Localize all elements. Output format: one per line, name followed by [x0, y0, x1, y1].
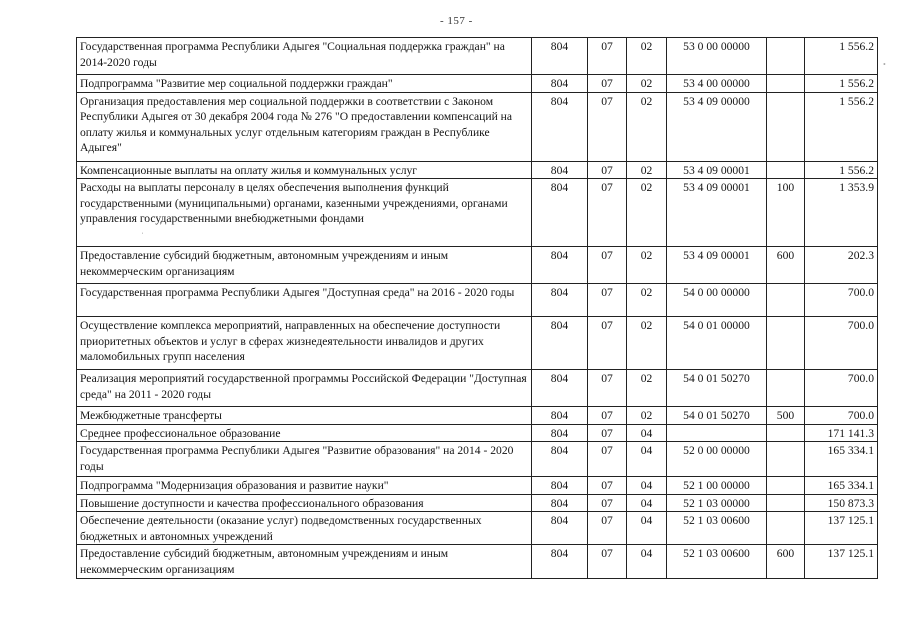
amount-cell: 165 334.1: [805, 442, 878, 477]
row-name-cell: Межбюджетные трансферты: [77, 407, 532, 425]
ved-code-cell: 804: [532, 92, 588, 161]
table-row: [77, 92, 878, 161]
ved-code-cell: 804: [532, 75, 588, 93]
target-article-cell: 54 0 01 50270: [667, 407, 767, 425]
target-article-cell: 52 1 03 00600: [667, 512, 767, 545]
amount-cell: 700.0: [805, 407, 878, 425]
table-row: [77, 477, 878, 495]
ved-code-cell: 804: [532, 370, 588, 407]
table-row: [77, 407, 878, 425]
table-row: [77, 247, 878, 284]
target-article-cell: 52 1 03 00600: [667, 545, 767, 579]
ved-code-cell: 804: [532, 477, 588, 495]
table-row: [77, 38, 878, 75]
subsection-code-cell: 04: [627, 494, 667, 512]
row-name-cell: Повышение доступности и качества профессионального образования: [77, 494, 532, 512]
table-row: [77, 494, 878, 512]
expense-type-cell: 600: [767, 545, 805, 579]
subsection-code-cell: 04: [627, 477, 667, 495]
target-article-cell: 54 0 01 00000: [667, 317, 767, 370]
page-number: - 157 -: [440, 15, 473, 27]
ved-code-cell: 804: [532, 284, 588, 317]
section-code-cell: 07: [588, 442, 627, 477]
section-code-cell: 07: [588, 424, 627, 442]
target-article-cell: 53 0 00 00000: [667, 38, 767, 75]
ved-code-cell: 804: [532, 317, 588, 370]
section-code-cell: 07: [588, 407, 627, 425]
subsection-code-cell: 04: [627, 512, 667, 545]
table-row: [77, 370, 878, 407]
amount-cell: 700.0: [805, 317, 878, 370]
subsection-code-cell: 02: [627, 407, 667, 425]
amount-cell: 1 556.2: [805, 38, 878, 75]
table-row: [77, 284, 878, 317]
row-name-cell: Обеспечение деятельности (оказание услуг) подведомственных государственных бюджетных и автономных учреждений: [77, 512, 532, 545]
expense-type-cell: [767, 512, 805, 545]
section-code-cell: 07: [588, 75, 627, 93]
amount-cell: 137 125.1: [805, 545, 878, 579]
expense-type-cell: [767, 370, 805, 407]
amount-cell: 1 556.2: [805, 75, 878, 93]
section-code-cell: 07: [588, 512, 627, 545]
target-article-cell: 52 0 00 00000: [667, 442, 767, 477]
row-name-cell: Предоставление субсидий бюджетным, автономным учреждениям и иным некоммерческим организациям: [77, 545, 532, 579]
expense-type-cell: [767, 75, 805, 93]
ved-code-cell: 804: [532, 512, 588, 545]
expense-type-cell: [767, 161, 805, 179]
expense-type-cell: [767, 494, 805, 512]
subsection-code-cell: 02: [627, 38, 667, 75]
section-code-cell: 07: [588, 370, 627, 407]
section-code-cell: 07: [588, 284, 627, 317]
row-name-cell: Среднее профессиональное образование: [77, 424, 532, 442]
subsection-code-cell: 04: [627, 545, 667, 579]
scan-edge-mark: •: [883, 60, 886, 69]
section-code-cell: 07: [588, 247, 627, 284]
target-article-cell: 53 4 09 00001: [667, 179, 767, 247]
row-name-cell: Реализация мероприятий государственной программы Российской Федерации "Доступная среда" на 2011 - 2020 годы: [77, 370, 532, 407]
subsection-code-cell: 02: [627, 161, 667, 179]
scan-artifact: ˈ: [141, 231, 144, 241]
expense-type-cell: [767, 424, 805, 442]
table-row: [77, 161, 878, 179]
subsection-code-cell: 04: [627, 424, 667, 442]
subsection-code-cell: 02: [627, 92, 667, 161]
ved-code-cell: 804: [532, 494, 588, 512]
expense-type-cell: [767, 284, 805, 317]
row-name-cell: Организация предоставления мер социальной поддержки в соответствии с Законом Республики Адыгея от 30 декабря 2004 года № 276 "О предоставлении компенсаций на оплату жилья и коммунальных услуг отдельным категориям граждан в Республике Адыгея": [77, 92, 532, 161]
subsection-code-cell: 02: [627, 317, 667, 370]
table-row: [77, 75, 878, 93]
target-article-cell: 52 1 03 00000: [667, 494, 767, 512]
target-article-cell: 53 4 09 00001: [667, 161, 767, 179]
ved-code-cell: 804: [532, 38, 588, 75]
table-row: [77, 512, 878, 545]
section-code-cell: 07: [588, 477, 627, 495]
ved-code-cell: 804: [532, 407, 588, 425]
table-row: [77, 545, 878, 579]
section-code-cell: 07: [588, 494, 627, 512]
subsection-code-cell: 02: [627, 179, 667, 247]
row-name-cell: Государственная программа Республики Адыгея "Развитие образования" на 2014 - 2020 годы: [77, 442, 532, 477]
section-code-cell: 07: [588, 545, 627, 579]
row-name-cell: Подпрограмма "Развитие мер социальной поддержки граждан": [77, 75, 532, 93]
row-name-cell: Предоставление субсидий бюджетным, автономным учреждениям и иным некоммерческим организациям: [77, 247, 532, 284]
amount-cell: 1 353.9: [805, 179, 878, 247]
target-article-cell: 54 0 00 00000: [667, 284, 767, 317]
ved-code-cell: 804: [532, 179, 588, 247]
table-row: [77, 442, 878, 477]
amount-cell: 171 141.3: [805, 424, 878, 442]
target-article-cell: 54 0 01 50270: [667, 370, 767, 407]
expense-type-cell: [767, 92, 805, 161]
ved-code-cell: 804: [532, 247, 588, 284]
table-row: [77, 179, 878, 247]
subsection-code-cell: 02: [627, 284, 667, 317]
subsection-code-cell: 02: [627, 75, 667, 93]
amount-cell: 700.0: [805, 284, 878, 317]
ved-code-cell: 804: [532, 442, 588, 477]
target-article-cell: 53 4 09 00000: [667, 92, 767, 161]
amount-cell: 165 334.1: [805, 477, 878, 495]
row-name-cell: Осуществление комплекса мероприятий, направленных на обеспечение доступности приоритетных объектов и услуг в сферах жизнедеятельности инвалидов и других маломобильных групп населения: [77, 317, 532, 370]
ved-code-cell: 804: [532, 545, 588, 579]
target-article-cell: 52 1 00 00000: [667, 477, 767, 495]
expense-type-cell: 600: [767, 247, 805, 284]
subsection-code-cell: 02: [627, 247, 667, 284]
amount-cell: 1 556.2: [805, 161, 878, 179]
row-name-cell: Подпрограмма "Модернизация образования и развитие науки": [77, 477, 532, 495]
expense-type-cell: [767, 38, 805, 75]
section-code-cell: 07: [588, 38, 627, 75]
table-row: [77, 317, 878, 370]
expense-type-cell: [767, 317, 805, 370]
table-row: [77, 424, 878, 442]
ved-code-cell: 804: [532, 161, 588, 179]
amount-cell: 1 556.2: [805, 92, 878, 161]
row-name-cell: Расходы на выплаты персоналу в целях обеспечения выполнения функций государственными (муниципальными) органами, казенными учреждениями, органами управления государственными внебюджетными фондами: [77, 179, 532, 247]
subsection-code-cell: 04: [627, 442, 667, 477]
expense-type-cell: [767, 477, 805, 495]
section-code-cell: 07: [588, 317, 627, 370]
target-article-cell: 53 4 09 00001: [667, 247, 767, 284]
row-name-cell: Государственная программа Республики Адыгея "Социальная поддержка граждан" на 2014-2020 годы: [77, 38, 532, 75]
section-code-cell: 07: [588, 179, 627, 247]
amount-cell: 202.3: [805, 247, 878, 284]
expense-type-cell: 500: [767, 407, 805, 425]
target-article-cell: 53 4 00 00000: [667, 75, 767, 93]
section-code-cell: 07: [588, 92, 627, 161]
amount-cell: 700.0: [805, 370, 878, 407]
subsection-code-cell: 02: [627, 370, 667, 407]
expense-type-cell: [767, 442, 805, 477]
ved-code-cell: 804: [532, 424, 588, 442]
target-article-cell: [667, 424, 767, 442]
expense-type-cell: 100: [767, 179, 805, 247]
amount-cell: 150 873.3: [805, 494, 878, 512]
budget-table: [76, 37, 878, 579]
amount-cell: 137 125.1: [805, 512, 878, 545]
row-name-cell: Компенсационные выплаты на оплату жилья и коммунальных услуг: [77, 161, 532, 179]
row-name-cell: Государственная программа Республики Адыгея "Доступная среда" на 2016 - 2020 годы: [77, 284, 532, 317]
section-code-cell: 07: [588, 161, 627, 179]
